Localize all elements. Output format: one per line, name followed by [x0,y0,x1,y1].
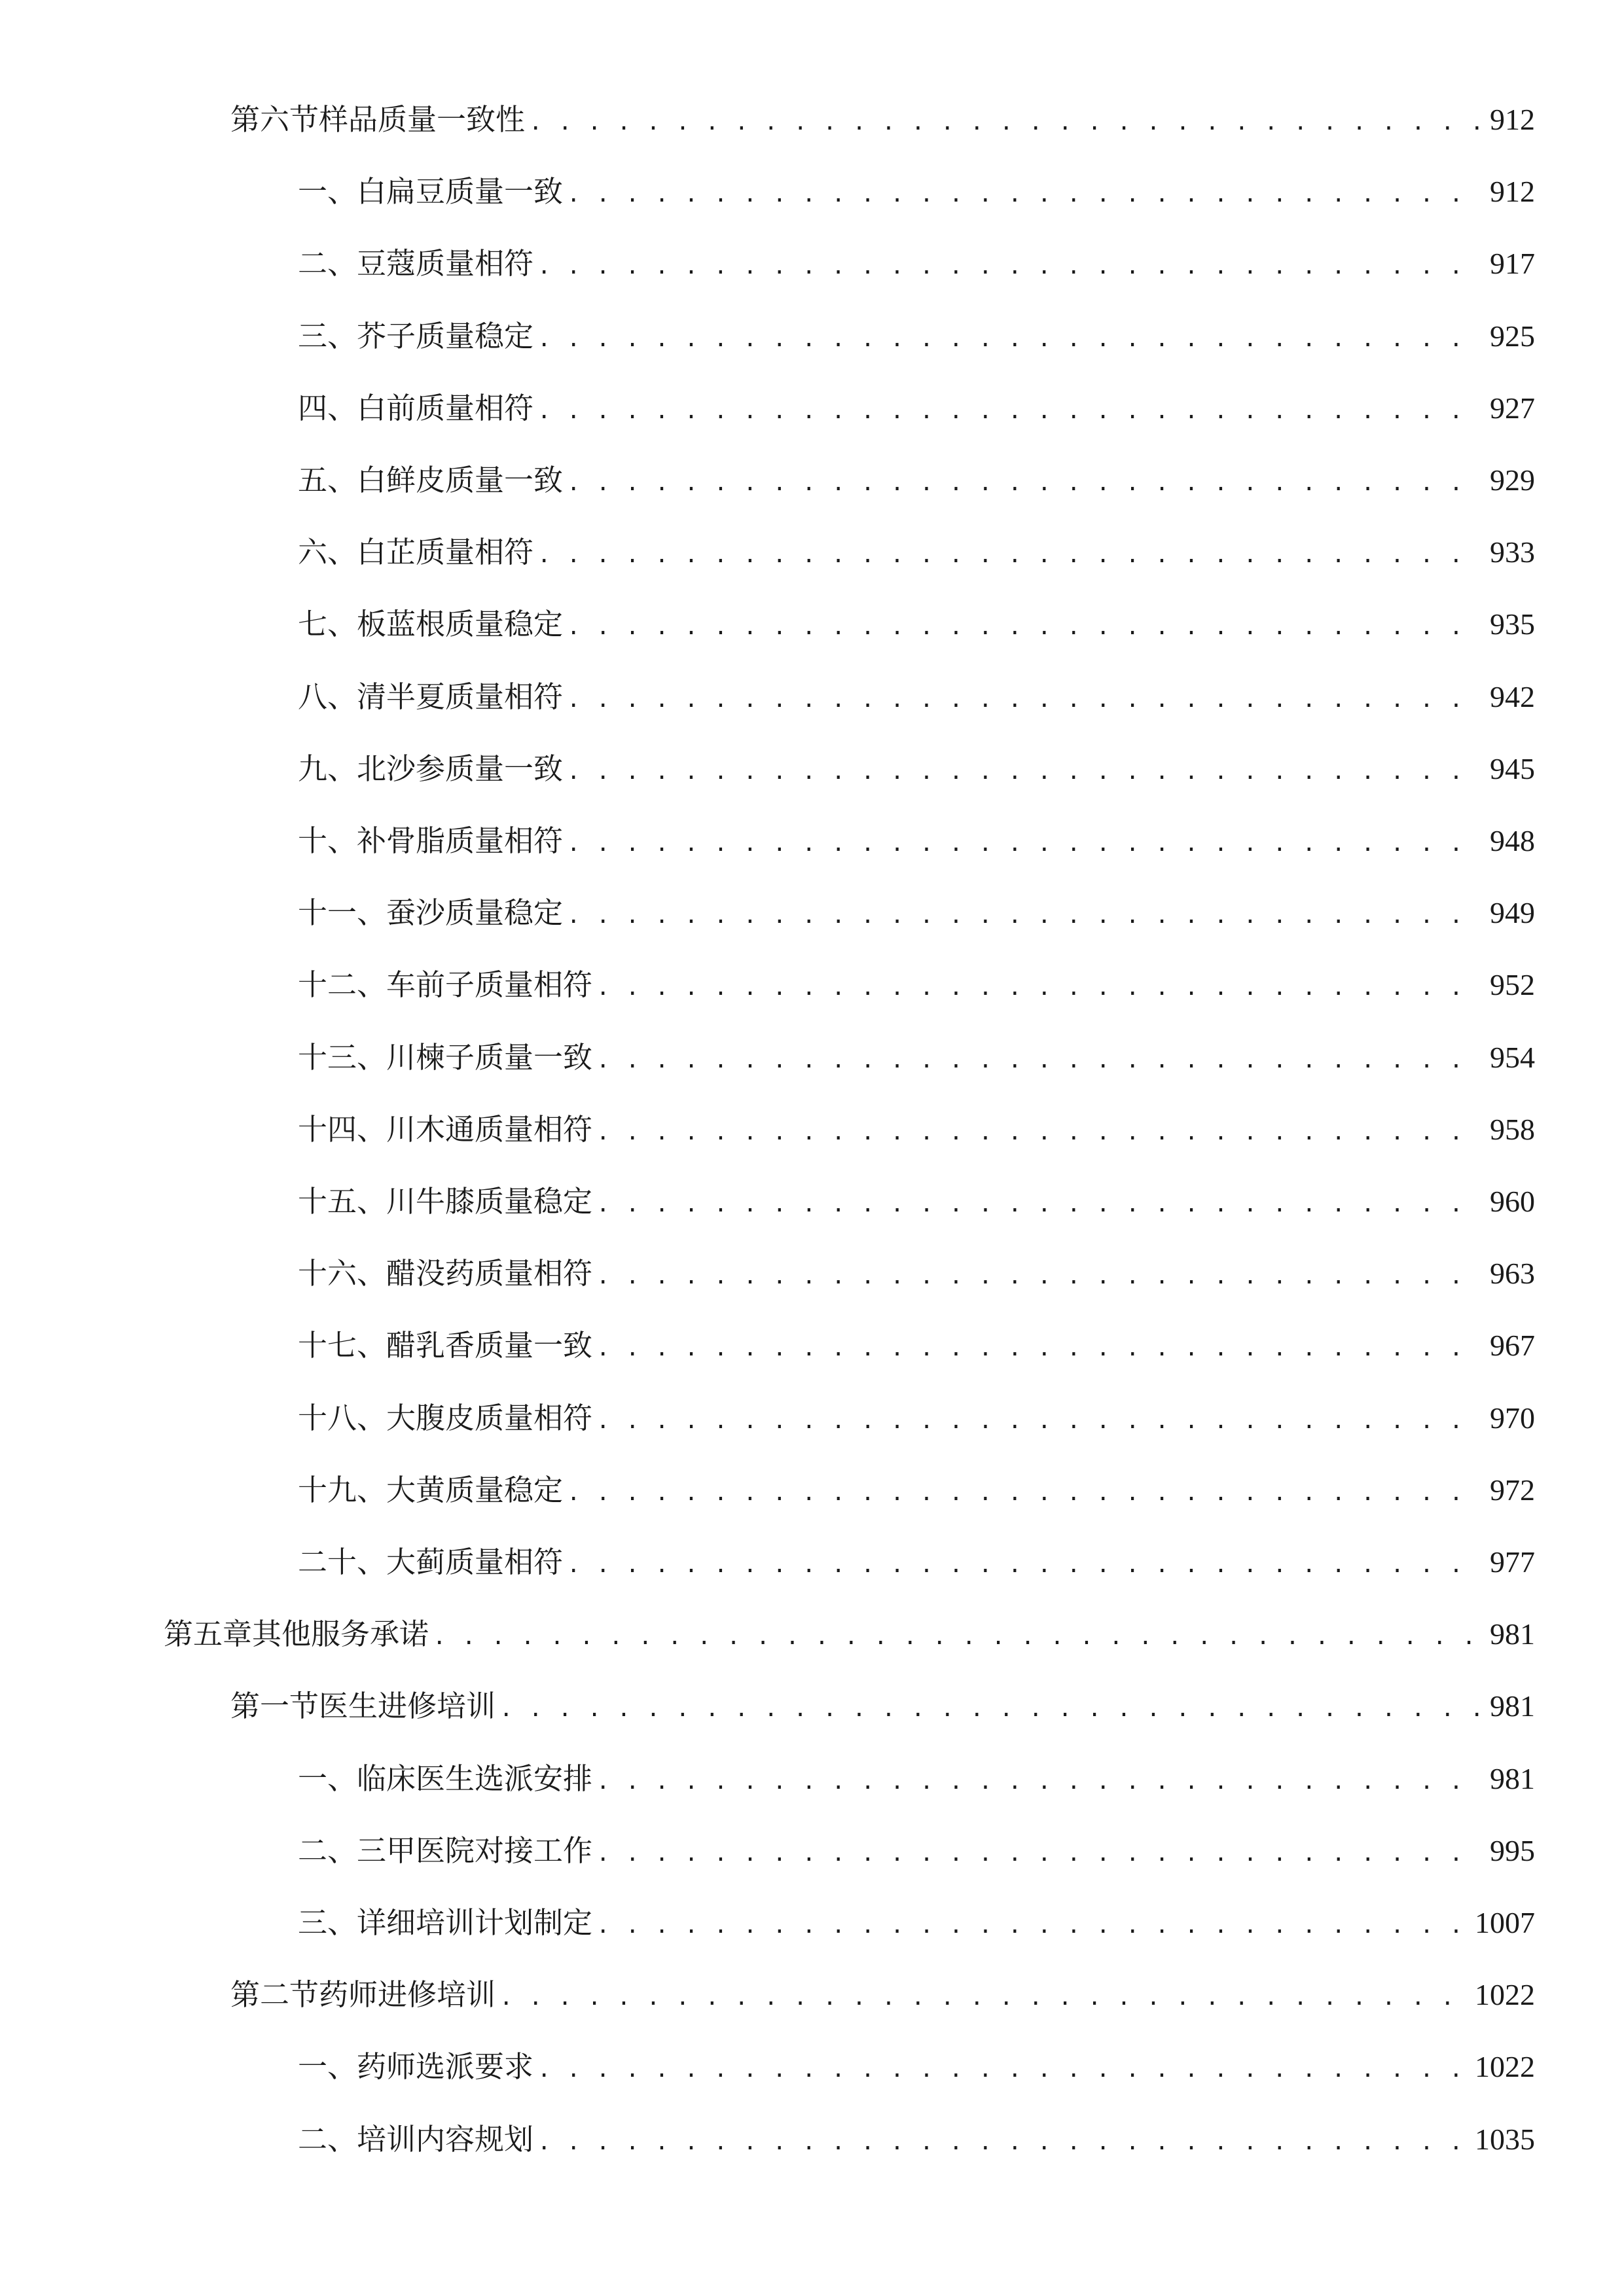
toc-entry-page-number: 970 [1490,1401,1535,1435]
toc-dot-leader [567,677,1483,723]
toc-entry-page-number: 1022 [1475,1978,1535,2012]
toc-entry-title: 样品质量一致性 [319,102,526,137]
toc-entry-number: 三、 [298,318,357,353]
toc-dot-leader [567,821,1483,867]
toc-entry[interactable] [298,529,1535,575]
toc-entry-page-number: 912 [1490,175,1535,209]
toc-dot-leader [537,2119,1468,2165]
toc-entry-title: 川楝子质量一致 [386,1039,593,1075]
toc-entry-title: 白芷质量相符 [357,535,534,570]
toc-entry-page-number: 1035 [1475,2122,1535,2156]
toc-entry-page-number: 952 [1490,968,1535,1002]
toc-dot-leader [567,1470,1483,1516]
toc-entry[interactable] [298,1756,1535,1802]
toc-entry-page-number: 981 [1490,1617,1535,1651]
toc-entry-title: 醋乳香质量一致 [386,1328,593,1363]
toc-dot-leader [537,316,1483,362]
toc-entry-number: 一、 [298,174,357,209]
toc-entry-title: 详细培训计划制定 [357,1905,593,1940]
toc-entry-number: 七、 [298,607,357,642]
toc-entry[interactable] [298,962,1535,1008]
toc-dot-leader [499,1686,1483,1732]
toc-dot-leader [596,965,1483,1011]
toc-entry-number: 十三、 [298,1039,387,1075]
toc-entry-number: 八、 [298,679,357,714]
toc-entry-number: 十九、 [298,1472,387,1507]
toc-dot-leader [596,1253,1483,1299]
toc-entry-number: 第五章 [164,1617,253,1652]
toc-entry-title: 醋没药质量相符 [386,1256,593,1291]
toc-entry-number: 第一节 [230,1689,319,1724]
toc-entry-title: 药师进修培训 [319,1977,496,2013]
toc-entry-number: 二、 [298,246,357,281]
toc-entry[interactable] [298,169,1535,215]
toc-entry[interactable] [230,1972,1535,2018]
toc-entry[interactable] [230,97,1535,143]
toc-entry-page-number: 929 [1490,463,1535,497]
toc-dot-leader [596,1037,1483,1083]
toc-entry[interactable] [298,386,1535,431]
toc-entry[interactable] [298,1323,1535,1369]
toc-dot-leader [537,243,1483,289]
toc-entry-page-number: 935 [1490,607,1535,641]
toc-entry-title: 白扁豆质量一致 [357,174,564,209]
toc-entry[interactable] [298,1828,1535,1874]
toc-entry-number: 十一、 [298,895,387,931]
toc-entry-page-number: 972 [1490,1473,1535,1507]
toc-entry-number: 十四、 [298,1111,387,1147]
toc-dot-leader [596,1181,1483,1227]
toc-entry[interactable] [298,1395,1535,1441]
toc-entry-page-number: 981 [1490,1689,1535,1723]
toc-dot-leader [433,1614,1483,1660]
toc-entry-title: 医生进修培训 [319,1689,496,1724]
toc-entry[interactable] [298,314,1535,359]
toc-entry-title: 板蓝根质量稳定 [357,607,564,642]
toc-entry-page-number: 967 [1490,1329,1535,1363]
toc-dot-leader [537,532,1483,578]
toc-dot-leader [567,460,1483,506]
toc-dot-leader [537,2047,1468,2092]
toc-entry[interactable] [230,1683,1535,1729]
toc-entry[interactable] [298,457,1535,503]
toc-entry[interactable] [298,601,1535,647]
toc-entry[interactable] [298,1251,1535,1297]
toc-entry-number: 四、 [298,390,357,425]
toc-entry-title: 大蓟质量相符 [386,1545,564,1579]
toc-entry[interactable] [298,241,1535,287]
toc-dot-leader [596,1325,1483,1371]
toc-entry[interactable] [298,746,1535,792]
toc-entry-title: 药师选派要求 [357,2049,534,2085]
toc-entry-number: 九、 [298,751,357,786]
toc-dot-leader [596,1398,1483,1444]
toc-entry[interactable] [164,1611,1535,1657]
toc-entry-number: 二、 [298,1833,357,1868]
toc-entry-number: 六、 [298,535,357,570]
toc-entry[interactable] [298,2117,1535,2162]
toc-entry-number: 二十、 [298,1545,387,1579]
toc-entry-title: 其他服务承诺 [252,1617,429,1652]
toc-entry-number: 第六节 [230,102,319,137]
toc-entry-page-number: 981 [1490,1761,1535,1795]
toc-entry-title: 大黄质量稳定 [386,1472,564,1507]
toc-entry[interactable] [298,1467,1535,1513]
toc-entry-title: 白鲜皮质量一致 [357,463,564,497]
toc-entry-page-number: 963 [1490,1257,1535,1291]
toc-entry-page-number: 912 [1490,103,1535,136]
toc-entry[interactable] [298,1035,1535,1081]
toc-entry-page-number: 948 [1490,824,1535,857]
toc-entry-title: 补骨脂质量相符 [357,823,564,858]
toc-entry-page-number: 977 [1490,1545,1535,1579]
toc-entry-number: 十、 [298,823,357,858]
toc-entry-number: 十二、 [298,967,387,1003]
toc-entry-page-number: 925 [1490,319,1535,353]
toc-dot-leader [596,1903,1468,1948]
toc-dot-leader [567,749,1483,795]
toc-entry-title: 川木通质量相符 [386,1111,593,1147]
toc-entry[interactable] [298,1900,1535,1946]
toc-entry-page-number: 995 [1490,1833,1535,1867]
toc-entry-page-number: 1007 [1475,1906,1535,1939]
toc-entry-page-number: 954 [1490,1040,1535,1074]
toc-entry[interactable] [298,674,1535,720]
toc-entry-title: 芥子质量稳定 [357,318,534,353]
toc-entry[interactable] [298,818,1535,864]
toc-entry-page-number: 1022 [1475,2050,1535,2084]
toc-entry[interactable] [298,2044,1535,2090]
toc-dot-leader [567,1542,1483,1588]
toc-entry-title: 清半夏质量相符 [357,679,564,714]
toc-entry[interactable] [298,890,1535,936]
toc-entry-page-number: 917 [1490,247,1535,281]
toc-entry[interactable] [298,1539,1535,1585]
toc-entry-page-number: 958 [1490,1112,1535,1146]
toc-entry-number: 五、 [298,463,357,497]
toc-entry-title: 三甲医院对接工作 [357,1833,593,1868]
toc-entry-page-number: 942 [1490,679,1535,713]
toc-entry-title: 车前子质量相符 [386,967,593,1003]
toc-dot-leader [537,388,1483,434]
toc-entry-page-number: 949 [1490,896,1535,930]
toc-entry-title: 川牛膝质量稳定 [386,1184,593,1219]
toc-entry-title: 临床医生选派安排 [357,1761,593,1796]
toc-entry[interactable] [298,1179,1535,1225]
toc-entry-title: 白前质量相符 [357,390,534,425]
toc-dot-leader [499,1975,1468,2020]
toc-entry-page-number: 945 [1490,751,1535,785]
toc-dot-leader [596,1109,1483,1155]
toc-entry-number: 十五、 [298,1184,387,1219]
toc-dot-leader [567,893,1483,939]
toc-entry-title: 蚕沙质量稳定 [386,895,564,931]
toc-entry-number: 十七、 [298,1328,387,1363]
toc-entry-title: 豆蔻质量相符 [357,246,534,281]
toc-entry-page-number: 960 [1490,1185,1535,1218]
toc-entry-number: 十八、 [298,1400,387,1435]
toc-entry[interactable] [298,1107,1535,1153]
toc-entry-title: 培训内容规划 [357,2121,534,2157]
toc-dot-leader [567,171,1483,217]
toc-entry-number: 三、 [298,1905,357,1940]
toc-dot-leader [529,99,1483,145]
toc-entry-page-number: 927 [1490,391,1535,425]
toc-entry-number: 一、 [298,2049,357,2085]
toc-dot-leader [567,604,1483,650]
toc-entry-title: 大腹皮质量相符 [386,1400,593,1435]
toc-dot-leader [596,1759,1483,1804]
toc-dot-leader [596,1831,1483,1876]
toc-entry-number: 一、 [298,1761,357,1796]
toc-entry-number: 二、 [298,2121,357,2157]
toc-entry-title: 北沙参质量一致 [357,751,564,786]
toc-entry-page-number: 933 [1490,535,1535,569]
toc-entry-number: 十六、 [298,1256,387,1291]
toc-entry-number: 第二节 [230,1977,319,2013]
